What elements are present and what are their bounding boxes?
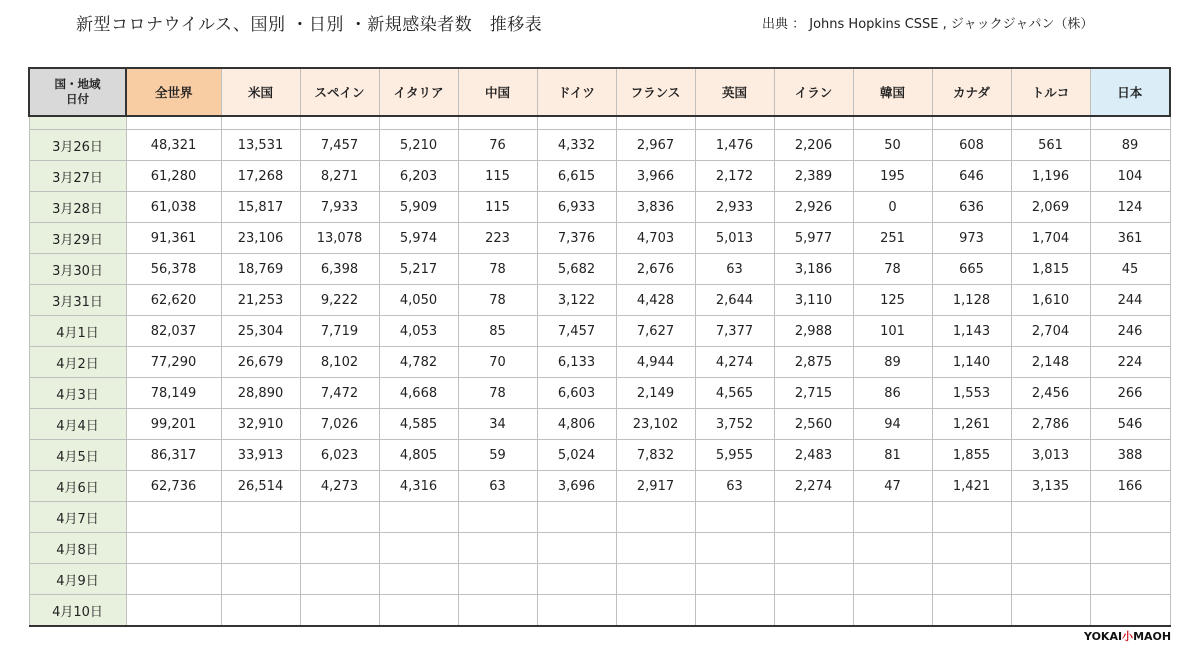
spacer-cell bbox=[458, 116, 537, 130]
spacer-cell bbox=[126, 116, 221, 130]
corner-header bbox=[29, 68, 126, 116]
value-cell: 3,110 bbox=[774, 285, 853, 316]
value-cell: 34 bbox=[458, 409, 537, 440]
value-cell: 5,217 bbox=[379, 254, 458, 285]
value-cell: 3,186 bbox=[774, 254, 853, 285]
corner-label-region: 国・地域 bbox=[54, 77, 101, 91]
value-cell bbox=[932, 564, 1011, 595]
value-cell: 63 bbox=[695, 471, 774, 502]
value-cell bbox=[126, 502, 221, 533]
value-cell bbox=[126, 595, 221, 627]
value-cell: 4,944 bbox=[616, 347, 695, 378]
value-cell: 7,627 bbox=[616, 316, 695, 347]
value-cell: 1,196 bbox=[1011, 161, 1090, 192]
value-cell: 1,704 bbox=[1011, 223, 1090, 254]
value-cell: 6,398 bbox=[300, 254, 379, 285]
date-cell: 4月3日 bbox=[29, 378, 126, 409]
value-cell: 8,102 bbox=[300, 347, 379, 378]
spacer-cell bbox=[537, 116, 616, 130]
date-cell: 4月9日 bbox=[29, 564, 126, 595]
value-cell: 23,102 bbox=[616, 409, 695, 440]
value-cell: 646 bbox=[932, 161, 1011, 192]
value-cell: 2,172 bbox=[695, 161, 774, 192]
value-cell: 89 bbox=[1090, 130, 1170, 161]
value-cell: 4,668 bbox=[379, 378, 458, 409]
column-header: ドイツ bbox=[537, 68, 616, 116]
value-cell bbox=[1090, 595, 1170, 627]
date-cell: 3月26日 bbox=[29, 130, 126, 161]
date-cell: 4月1日 bbox=[29, 316, 126, 347]
value-cell bbox=[379, 533, 458, 564]
value-cell: 7,933 bbox=[300, 192, 379, 223]
value-cell: 5,955 bbox=[695, 440, 774, 471]
value-cell: 61,280 bbox=[126, 161, 221, 192]
logo-text-right: MAOH bbox=[1133, 630, 1172, 643]
value-cell: 2,389 bbox=[774, 161, 853, 192]
table-row bbox=[29, 285, 1170, 316]
value-cell: 63 bbox=[458, 471, 537, 502]
value-cell bbox=[853, 502, 932, 533]
value-cell: 2,676 bbox=[616, 254, 695, 285]
value-cell: 7,026 bbox=[300, 409, 379, 440]
value-cell bbox=[537, 533, 616, 564]
value-cell: 115 bbox=[458, 192, 537, 223]
column-header: 全世界 bbox=[126, 68, 221, 116]
value-cell: 3,135 bbox=[1011, 471, 1090, 502]
value-cell: 4,805 bbox=[379, 440, 458, 471]
value-cell: 50 bbox=[853, 130, 932, 161]
column-header: スペイン bbox=[300, 68, 379, 116]
value-cell bbox=[695, 533, 774, 564]
value-cell: 7,457 bbox=[537, 316, 616, 347]
value-cell: 6,203 bbox=[379, 161, 458, 192]
value-cell: 104 bbox=[1090, 161, 1170, 192]
value-cell: 3,836 bbox=[616, 192, 695, 223]
value-cell: 4,273 bbox=[300, 471, 379, 502]
value-cell bbox=[1090, 564, 1170, 595]
value-cell: 3,752 bbox=[695, 409, 774, 440]
value-cell: 7,719 bbox=[300, 316, 379, 347]
column-header: 米国 bbox=[221, 68, 300, 116]
value-cell bbox=[695, 502, 774, 533]
corner-label-date: 日付 bbox=[66, 92, 89, 106]
value-cell: 21,253 bbox=[221, 285, 300, 316]
value-cell bbox=[300, 564, 379, 595]
value-cell bbox=[853, 564, 932, 595]
value-cell: 4,782 bbox=[379, 347, 458, 378]
value-cell bbox=[221, 564, 300, 595]
value-cell: 2,926 bbox=[774, 192, 853, 223]
value-cell bbox=[300, 595, 379, 627]
value-cell bbox=[458, 595, 537, 627]
value-cell: 13,078 bbox=[300, 223, 379, 254]
value-cell: 125 bbox=[853, 285, 932, 316]
value-cell: 99,201 bbox=[126, 409, 221, 440]
value-cell: 89 bbox=[853, 347, 932, 378]
value-cell: 63 bbox=[695, 254, 774, 285]
value-cell: 3,966 bbox=[616, 161, 695, 192]
spacer-cell bbox=[616, 116, 695, 130]
value-cell: 4,565 bbox=[695, 378, 774, 409]
value-cell: 1,143 bbox=[932, 316, 1011, 347]
value-cell: 26,679 bbox=[221, 347, 300, 378]
value-cell bbox=[458, 564, 537, 595]
column-header: トルコ bbox=[1011, 68, 1090, 116]
table-row bbox=[29, 595, 1170, 627]
source-credit: 出典 ： Johns Hopkins CSSE , ジャックジャパン（株） bbox=[762, 17, 1094, 32]
value-cell bbox=[1011, 595, 1090, 627]
value-cell bbox=[853, 533, 932, 564]
value-cell: 6,933 bbox=[537, 192, 616, 223]
value-cell: 2,933 bbox=[695, 192, 774, 223]
table-row bbox=[29, 161, 1170, 192]
date-cell: 3月30日 bbox=[29, 254, 126, 285]
value-cell: 81 bbox=[853, 440, 932, 471]
value-cell bbox=[221, 595, 300, 627]
value-cell bbox=[932, 533, 1011, 564]
value-cell bbox=[932, 595, 1011, 627]
column-header: 日本 bbox=[1090, 68, 1170, 116]
value-cell: 2,786 bbox=[1011, 409, 1090, 440]
value-cell: 2,483 bbox=[774, 440, 853, 471]
value-cell bbox=[695, 595, 774, 627]
value-cell: 973 bbox=[932, 223, 1011, 254]
value-cell bbox=[695, 564, 774, 595]
value-cell: 26,514 bbox=[221, 471, 300, 502]
column-header: カナダ bbox=[932, 68, 1011, 116]
value-cell bbox=[616, 533, 695, 564]
value-cell: 5,024 bbox=[537, 440, 616, 471]
infection-table bbox=[28, 67, 1171, 627]
value-cell: 3,013 bbox=[1011, 440, 1090, 471]
value-cell: 195 bbox=[853, 161, 932, 192]
spacer-cell bbox=[932, 116, 1011, 130]
value-cell bbox=[126, 564, 221, 595]
spacer-row bbox=[29, 116, 1170, 130]
value-cell bbox=[932, 502, 1011, 533]
value-cell: 4,806 bbox=[537, 409, 616, 440]
value-cell: 4,274 bbox=[695, 347, 774, 378]
value-cell: 2,988 bbox=[774, 316, 853, 347]
date-cell: 4月5日 bbox=[29, 440, 126, 471]
spacer-cell bbox=[853, 116, 932, 130]
value-cell: 91,361 bbox=[126, 223, 221, 254]
value-cell: 45 bbox=[1090, 254, 1170, 285]
value-cell: 2,148 bbox=[1011, 347, 1090, 378]
date-cell: 4月10日 bbox=[29, 595, 126, 627]
value-cell bbox=[1011, 502, 1090, 533]
value-cell: 608 bbox=[932, 130, 1011, 161]
table-row bbox=[29, 378, 1170, 409]
date-cell: 4月4日 bbox=[29, 409, 126, 440]
value-cell: 6,615 bbox=[537, 161, 616, 192]
value-cell: 124 bbox=[1090, 192, 1170, 223]
value-cell: 2,206 bbox=[774, 130, 853, 161]
value-cell bbox=[774, 502, 853, 533]
value-cell: 1,140 bbox=[932, 347, 1011, 378]
value-cell: 56,378 bbox=[126, 254, 221, 285]
date-cell: 3月27日 bbox=[29, 161, 126, 192]
value-cell bbox=[126, 533, 221, 564]
value-cell bbox=[774, 564, 853, 595]
value-cell: 2,715 bbox=[774, 378, 853, 409]
value-cell: 2,967 bbox=[616, 130, 695, 161]
value-cell: 78 bbox=[458, 285, 537, 316]
value-cell: 2,704 bbox=[1011, 316, 1090, 347]
value-cell: 224 bbox=[1090, 347, 1170, 378]
value-cell: 1,855 bbox=[932, 440, 1011, 471]
date-cell: 3月31日 bbox=[29, 285, 126, 316]
spacer-cell bbox=[695, 116, 774, 130]
value-cell bbox=[379, 595, 458, 627]
value-cell bbox=[537, 502, 616, 533]
value-cell bbox=[616, 502, 695, 533]
value-cell: 266 bbox=[1090, 378, 1170, 409]
value-cell bbox=[616, 595, 695, 627]
column-header: 英国 bbox=[695, 68, 774, 116]
value-cell: 70 bbox=[458, 347, 537, 378]
spacer-cell bbox=[774, 116, 853, 130]
brand-logo bbox=[1084, 628, 1171, 644]
value-cell: 8,271 bbox=[300, 161, 379, 192]
value-cell: 101 bbox=[853, 316, 932, 347]
value-cell: 6,133 bbox=[537, 347, 616, 378]
value-cell: 7,457 bbox=[300, 130, 379, 161]
value-cell: 94 bbox=[853, 409, 932, 440]
value-cell: 4,332 bbox=[537, 130, 616, 161]
value-cell bbox=[300, 502, 379, 533]
table-row bbox=[29, 192, 1170, 223]
value-cell: 223 bbox=[458, 223, 537, 254]
spacer-cell bbox=[300, 116, 379, 130]
value-cell: 7,377 bbox=[695, 316, 774, 347]
value-cell: 2,456 bbox=[1011, 378, 1090, 409]
value-cell bbox=[458, 533, 537, 564]
value-cell: 7,832 bbox=[616, 440, 695, 471]
value-cell: 18,769 bbox=[221, 254, 300, 285]
spacer-cell bbox=[29, 116, 126, 130]
value-cell: 48,321 bbox=[126, 130, 221, 161]
value-cell: 4,053 bbox=[379, 316, 458, 347]
logo-mark: 小 bbox=[1122, 630, 1134, 643]
value-cell: 6,023 bbox=[300, 440, 379, 471]
value-cell: 1,553 bbox=[932, 378, 1011, 409]
value-cell: 2,644 bbox=[695, 285, 774, 316]
logo-text-left: YOKAI bbox=[1084, 630, 1123, 643]
value-cell: 115 bbox=[458, 161, 537, 192]
spacer-cell bbox=[1011, 116, 1090, 130]
value-cell: 5,682 bbox=[537, 254, 616, 285]
value-cell: 3,696 bbox=[537, 471, 616, 502]
value-cell: 166 bbox=[1090, 471, 1170, 502]
value-cell: 76 bbox=[458, 130, 537, 161]
value-cell bbox=[537, 564, 616, 595]
value-cell bbox=[774, 533, 853, 564]
value-cell: 62,736 bbox=[126, 471, 221, 502]
value-cell bbox=[221, 502, 300, 533]
value-cell: 78 bbox=[458, 378, 537, 409]
column-header: フランス bbox=[616, 68, 695, 116]
value-cell: 1,421 bbox=[932, 471, 1011, 502]
value-cell: 59 bbox=[458, 440, 537, 471]
value-cell bbox=[300, 533, 379, 564]
value-cell: 665 bbox=[932, 254, 1011, 285]
date-cell: 3月28日 bbox=[29, 192, 126, 223]
value-cell bbox=[1011, 533, 1090, 564]
value-cell: 15,817 bbox=[221, 192, 300, 223]
date-cell: 4月2日 bbox=[29, 347, 126, 378]
page-title: 新型コロナウイルス、国別 ・日別 ・新規感染者数 推移表 bbox=[76, 15, 543, 35]
value-cell: 2,149 bbox=[616, 378, 695, 409]
table-row bbox=[29, 347, 1170, 378]
value-cell: 62,620 bbox=[126, 285, 221, 316]
value-cell: 78 bbox=[853, 254, 932, 285]
value-cell: 7,472 bbox=[300, 378, 379, 409]
value-cell bbox=[379, 502, 458, 533]
value-cell: 85 bbox=[458, 316, 537, 347]
value-cell bbox=[853, 595, 932, 627]
value-cell: 86 bbox=[853, 378, 932, 409]
value-cell bbox=[537, 595, 616, 627]
spacer-cell bbox=[379, 116, 458, 130]
value-cell: 32,910 bbox=[221, 409, 300, 440]
column-header: イタリア bbox=[379, 68, 458, 116]
value-cell: 4,703 bbox=[616, 223, 695, 254]
value-cell: 4,316 bbox=[379, 471, 458, 502]
value-cell: 25,304 bbox=[221, 316, 300, 347]
value-cell: 86,317 bbox=[126, 440, 221, 471]
value-cell: 251 bbox=[853, 223, 932, 254]
value-cell: 6,603 bbox=[537, 378, 616, 409]
value-cell: 4,585 bbox=[379, 409, 458, 440]
table-row bbox=[29, 316, 1170, 347]
value-cell: 1,476 bbox=[695, 130, 774, 161]
value-cell: 0 bbox=[853, 192, 932, 223]
value-cell: 5,210 bbox=[379, 130, 458, 161]
table-row bbox=[29, 130, 1170, 161]
value-cell: 17,268 bbox=[221, 161, 300, 192]
value-cell bbox=[379, 564, 458, 595]
value-cell: 4,428 bbox=[616, 285, 695, 316]
value-cell: 3,122 bbox=[537, 285, 616, 316]
spacer-cell bbox=[1090, 116, 1170, 130]
value-cell: 5,909 bbox=[379, 192, 458, 223]
value-cell: 1,128 bbox=[932, 285, 1011, 316]
value-cell bbox=[616, 564, 695, 595]
value-cell bbox=[1090, 533, 1170, 564]
value-cell bbox=[774, 595, 853, 627]
table-row bbox=[29, 409, 1170, 440]
value-cell: 77,290 bbox=[126, 347, 221, 378]
value-cell: 561 bbox=[1011, 130, 1090, 161]
column-header: イラン bbox=[774, 68, 853, 116]
value-cell: 61,038 bbox=[126, 192, 221, 223]
column-header: 中国 bbox=[458, 68, 537, 116]
value-cell bbox=[1011, 564, 1090, 595]
value-cell: 5,977 bbox=[774, 223, 853, 254]
value-cell: 78,149 bbox=[126, 378, 221, 409]
value-cell: 5,974 bbox=[379, 223, 458, 254]
table-row bbox=[29, 533, 1170, 564]
table-row bbox=[29, 502, 1170, 533]
value-cell: 28,890 bbox=[221, 378, 300, 409]
table-body bbox=[29, 116, 1170, 626]
table-row bbox=[29, 564, 1170, 595]
value-cell: 246 bbox=[1090, 316, 1170, 347]
value-cell: 244 bbox=[1090, 285, 1170, 316]
table-row bbox=[29, 440, 1170, 471]
table-row bbox=[29, 254, 1170, 285]
value-cell bbox=[221, 533, 300, 564]
header-row bbox=[29, 68, 1170, 116]
value-cell: 1,815 bbox=[1011, 254, 1090, 285]
value-cell: 5,013 bbox=[695, 223, 774, 254]
date-cell: 4月8日 bbox=[29, 533, 126, 564]
value-cell: 636 bbox=[932, 192, 1011, 223]
spacer-cell bbox=[221, 116, 300, 130]
value-cell: 33,913 bbox=[221, 440, 300, 471]
value-cell: 82,037 bbox=[126, 316, 221, 347]
value-cell: 78 bbox=[458, 254, 537, 285]
value-cell: 13,531 bbox=[221, 130, 300, 161]
date-cell: 3月29日 bbox=[29, 223, 126, 254]
value-cell: 23,106 bbox=[221, 223, 300, 254]
value-cell: 546 bbox=[1090, 409, 1170, 440]
value-cell: 4,050 bbox=[379, 285, 458, 316]
value-cell: 2,560 bbox=[774, 409, 853, 440]
table-row bbox=[29, 471, 1170, 502]
value-cell: 47 bbox=[853, 471, 932, 502]
date-cell: 4月7日 bbox=[29, 502, 126, 533]
value-cell bbox=[458, 502, 537, 533]
date-cell: 4月6日 bbox=[29, 471, 126, 502]
table-row bbox=[29, 223, 1170, 254]
value-cell: 388 bbox=[1090, 440, 1170, 471]
value-cell: 361 bbox=[1090, 223, 1170, 254]
value-cell: 2,875 bbox=[774, 347, 853, 378]
value-cell bbox=[1090, 502, 1170, 533]
value-cell: 1,610 bbox=[1011, 285, 1090, 316]
value-cell: 2,917 bbox=[616, 471, 695, 502]
value-cell: 2,274 bbox=[774, 471, 853, 502]
value-cell: 1,261 bbox=[932, 409, 1011, 440]
value-cell: 7,376 bbox=[537, 223, 616, 254]
value-cell: 9,222 bbox=[300, 285, 379, 316]
value-cell: 2,069 bbox=[1011, 192, 1090, 223]
column-header: 韓国 bbox=[853, 68, 932, 116]
